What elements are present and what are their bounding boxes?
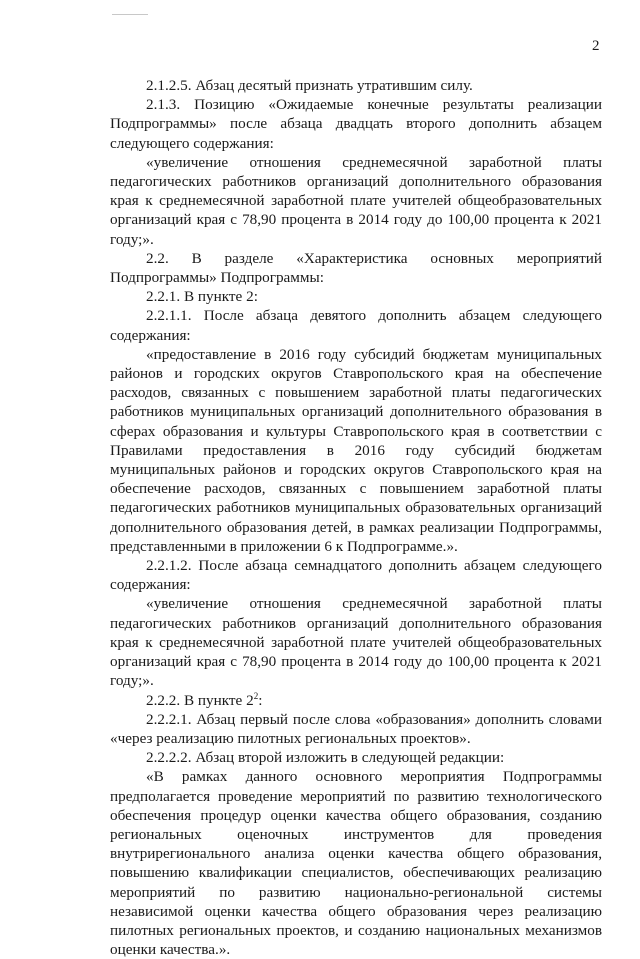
scan-mark — [112, 14, 148, 15]
item-superscript: 2 — [253, 690, 259, 701]
paragraph-2-2-1: 2.2.1. В пункте 2: — [146, 288, 258, 306]
quote-subsidies: «предоставление в 2016 году субсидий бюджетам муниципальных районов и городских округов Ставропольского края на обеспечение расходов, связанных с повышением заработной платы педагогических работников муниципальных организаций дополнительного образования в сферах образования и культуры Ставропольского края в соответствии с Правилами предоставления в 2016 году субсидий бюджетам муниципальных районов и городских округов Ставропольского края на обеспечение расходов, связанных с повышением заработной платы педагогических работников муниципальных образовательных организаций дополнительного образования детей, в рамках реализации Подпрограммы, представленными в приложении 6 к Подпрограмме.». — [110, 345, 602, 555]
paragraph-2-2-2 — [110, 691, 602, 710]
paragraph-2-2-2-1: 2.2.2.1. Абзац первый после слова «образования» дополнить словами «через реализацию пилотных региональных проектов». — [110, 710, 602, 747]
quote-salary-ratio-2: «увеличение отношения среднемесячной заработной платы педагогических работников организаций дополнительного образования края к среднемесячной заработной плате учителей общеобразовательных организаций края с 78,90 процента в 2014 году до 100,00 процента к 2021 году;». — [110, 595, 602, 690]
paragraph-2-2: 2.2. В разделе «Характеристика основных мероприятий Подпрограммы» Подпрограммы: — [110, 249, 602, 287]
quote-quality-assessment: «В рамках данного основного мероприятия Подпрограммы предполагается проведение мероприятий по развитию технологического обеспечения процедур оценки качества общего образования, созданию региональных оценочных инструментов для проведения внутрирегионального анализа оценки качества общего образования, повышению квалификации специалистов, обеспечивающих реализацию мероприятий по развитию национально-региональной системы независимой оценки качества общего образования через реализацию пилотных региональных проектов, и созданию национальных механизмов оценки качества.». — [110, 768, 602, 959]
page-number: 2 — [592, 38, 600, 54]
quote-salary-ratio-1: «увеличение отношения среднемесячной заработной платы педагогических работников организаций дополнительного образования края к среднемесячной заработной плате учителей общеобразовательных организаций края с 78,90 процента в 2014 году до 100,00 процента к 2021 году;». — [110, 153, 602, 248]
item-prefix: 2.2.2. В пункте 2 — [146, 691, 254, 709]
paragraph-2-2-1-1: 2.2.1.1. После абзаца девятого дополнить абзацем следующего содержания: — [110, 307, 602, 344]
paragraph-2-1-2-5: 2.1.2.5. Абзац десятый признать утратившим силу. — [146, 77, 473, 94]
document-body — [110, 76, 602, 959]
paragraph-2-2-2-2: 2.2.2.2. Абзац второй изложить в следующей редакции: — [146, 749, 505, 767]
item-suffix: : — [258, 691, 263, 709]
paragraph-2-2-1-2: 2.2.1.2. После абзаца семнадцатого дополнить абзацем следующего содержания: — [110, 557, 602, 594]
paragraph-2-1-3: 2.1.3. Позицию «Ожидаемые конечные результаты реализации Подпрограммы» после абзаца двадцать второго дополнить абзацем следующего содержания: — [110, 96, 602, 152]
